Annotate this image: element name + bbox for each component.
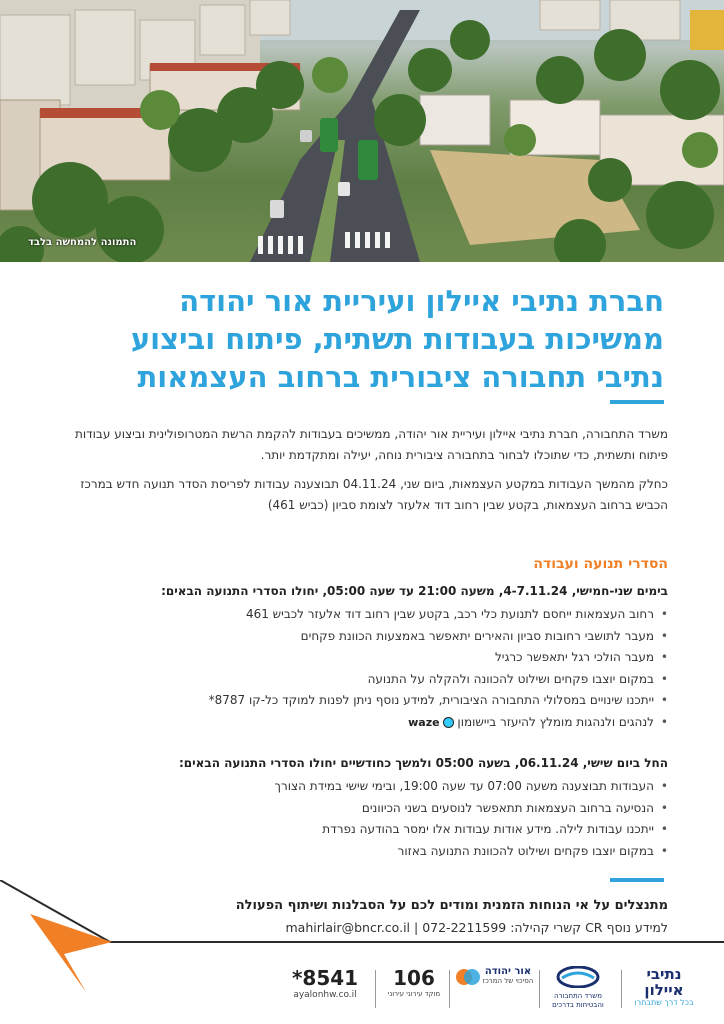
intro-paragraph: משרד התחבורה, חברת נתיבי איילון ועיריית אור יהודה, ממשיכים בעבודות להקמת הרשת המטרופולינית וביצוע עבודות פיתוח ותשתית, כדי שתוכלו לבחור בתחבורה ציבורית נוחה, יעילה ומתקדמת יותר. [74, 427, 668, 462]
section-title: הסדרי תנועה ועבודה [533, 556, 668, 572]
or-yehuda-logo [454, 966, 534, 1012]
ayalon-name: נתיבי [646, 965, 682, 983]
hotline-label: מוקד עירוני עירוני [387, 990, 441, 998]
corner-line [0, 880, 724, 942]
ayalon-tagline: בכל דרך שתבחרו [634, 998, 694, 1007]
group-heading: בימים שני-חמישי, 4-7.11.24, משעה 21:00 עד שעה 05:00, יחולו הסדרי התנועה הבאים: [161, 584, 668, 598]
hero-photo [0, 0, 724, 262]
title-divider [610, 400, 664, 404]
apology-text: מתנצלים על אי הנוחות הזמנית ומודים לכם על הסבלנות ושיתוף הפעולה [235, 898, 668, 913]
logo-divider [621, 970, 622, 1008]
list-item: • מעבר לתושבי רחובות סביון והאירים יתאפשר באמצעות הכוונת פקחים [48, 626, 668, 648]
contact-info[interactable]: למידע נוסף CR קשרי קהילה: 072-2211599 | mahirlair@bncr.co.il [285, 920, 668, 935]
waze-label: waze [408, 715, 440, 729]
list-item [48, 712, 668, 734]
traffic-arrangements-list [48, 604, 668, 733]
list-item-text: לנהגים ולנהגות מומלץ להיעזר ביישומון [457, 714, 654, 729]
waze-icon [443, 717, 454, 728]
photo-caption: התמונה להמחשה בלבד [28, 237, 137, 248]
ministry-emblem-icon [556, 966, 600, 988]
website-link[interactable]: ayalonhw.co.il [293, 990, 357, 1000]
logo-divider [375, 970, 376, 1008]
details-paragraph: כחלק מהמשך העבודות במקטע העצמאות, ביום שני, 04.11.24 תבוצענה עבודות לפריסת הסדר תנועה חדש במרכז הכביש ברחוב העצמאות, בקטע שבין רחוב דוד אלעזר לצומת סביון (כביש 461) [80, 477, 668, 512]
traffic-arrangements-list [48, 776, 668, 862]
hotline-number: 106 [393, 966, 435, 990]
ayalon-logo [628, 966, 700, 1012]
hotline-number: *8541 [291, 966, 359, 990]
or-yehuda-name: אור יהודה [484, 966, 532, 977]
list-item: • במקום יוצבו פקחים ושילוט להכוונה ולהקלה על התנועה [48, 669, 668, 691]
list-item: • במקום יוצבו פקחים ושילוט להכוונת התנועה באזור [48, 841, 668, 863]
page-title [24, 282, 664, 396]
list-item: • הנסיעה ברחוב העצמאות תתאפשר לנוסעים בשני הכיוונים [48, 798, 668, 820]
list-item: • מעבר הולכי רגל יתאפשר כרגיל [48, 647, 668, 669]
logo-divider [449, 970, 450, 1008]
list-item: • העבודות תבוצענה משעה 07:00 עד שעה 19:00, ובימי שישי במידת הצורך [48, 776, 668, 798]
list-item: • רחוב העצמאות ייחסם לתנועת כלי רכב, בקטע שבין רחוב דוד אלעזר לכביש 461 [48, 604, 668, 626]
ministry-logo [544, 966, 612, 1012]
ayalon-hotline [280, 966, 370, 1012]
list-item: • ייתכנו שינויים במסלולי התחבורה הציבורית, למידע נוסף ניתן לפנות למוקד כל-קו 8787* [48, 690, 668, 712]
or-yehuda-tagline: הסיכוי של המרכז [482, 977, 534, 985]
list-item: • ייתכנו עבודות לילה. מידע אודות עבודות אלו ימסר בהודעה נפרדת [48, 819, 668, 841]
aerial-street-illustration [0, 0, 724, 262]
ministry-name: והבטיחות בדרכים [552, 1001, 604, 1009]
title-line: נתיבי תחבורה ציבורית ברחוב העצמאות [137, 360, 664, 394]
footer-logos [270, 966, 700, 1012]
title-line: חברת נתיבי איילון ועיריית אור יהודה [179, 284, 664, 318]
ministry-name: משרד התחבורה [554, 992, 602, 1000]
orange-arrow-icon [30, 914, 112, 992]
waze-logo [408, 712, 453, 734]
group-heading: החל ביום שישי, 06.11.24, בשעה 05:00 ולמשך כחודשיים יחולו הסדרי התנועה הבאים: [178, 756, 668, 770]
ayalon-name: איילון [644, 981, 684, 999]
title-line: ממשיכות בעבודות תשתית, פיתוח וביצוע [130, 322, 664, 356]
municipal-hotline [382, 966, 446, 1012]
logo-divider [539, 970, 540, 1008]
or-yehuda-emblem-icon [454, 966, 482, 988]
